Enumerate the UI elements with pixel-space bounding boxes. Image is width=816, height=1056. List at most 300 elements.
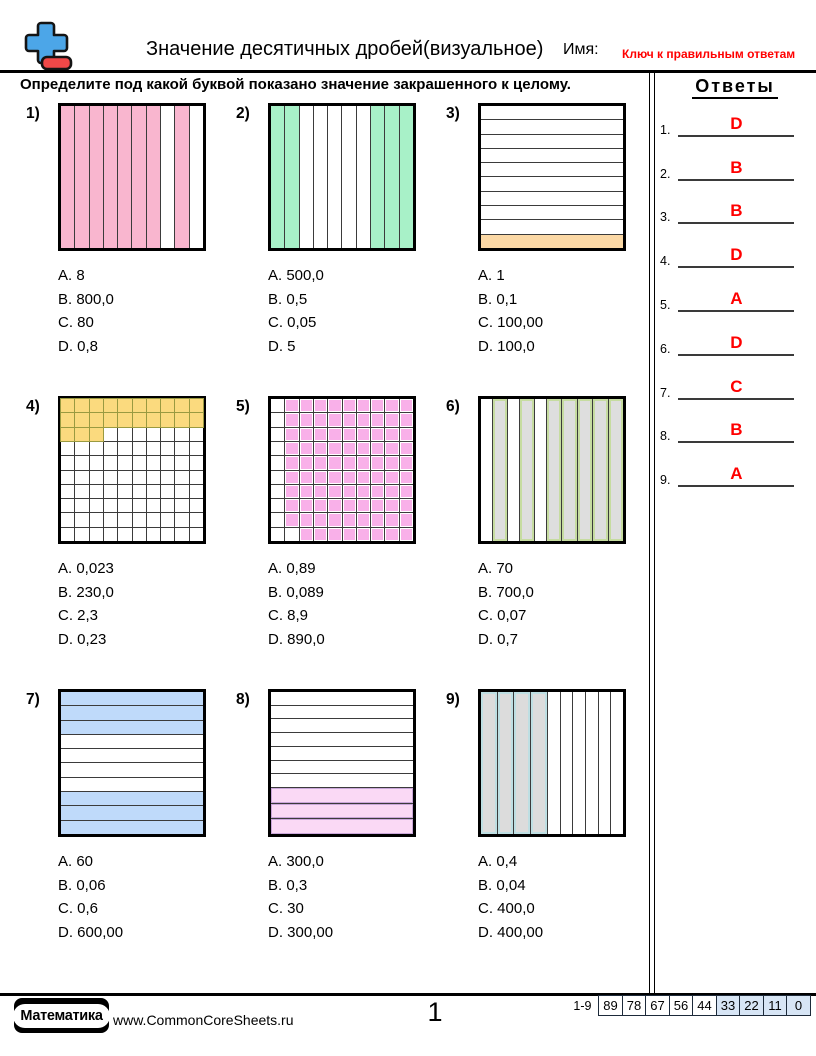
grid-cell-shaded: [400, 485, 413, 498]
grid-cell-shaded: [61, 706, 203, 719]
grid-cell-shaded: [371, 106, 384, 248]
grid-cell: [104, 499, 117, 512]
grid-cell-shaded: [61, 792, 203, 805]
problem-9: [440, 689, 648, 982]
grid-cell-shaded: [314, 471, 327, 484]
grid-cell-shaded: [285, 499, 298, 512]
answer-number: 3.: [660, 210, 671, 225]
score-cell: 44: [692, 995, 717, 1016]
grid-cell: [481, 106, 623, 119]
grid-cell-shaded: [300, 485, 313, 498]
grid-cell-shaded: [498, 692, 514, 834]
grid-cell-shaded: [357, 528, 370, 541]
grid-cell-shaded: [314, 413, 327, 426]
grid-cell: [61, 749, 203, 762]
option-A: A. 1: [478, 267, 505, 284]
grid-cell: [118, 528, 131, 541]
grid-cell: [61, 528, 74, 541]
problem-1: [20, 103, 230, 396]
answer-item-2: [656, 137, 814, 181]
grid-cell: [190, 471, 203, 484]
grid-cell: [271, 692, 413, 705]
grid-cell: [90, 442, 103, 455]
answer-item-1: [656, 93, 814, 137]
grid-cell: [271, 442, 284, 455]
problem-number: 2): [236, 105, 250, 122]
grid-cell-shaded: [300, 499, 313, 512]
grid-cell: [586, 692, 598, 834]
grid-cell-shaded: [175, 399, 188, 412]
grid-cell: [133, 456, 146, 469]
options-list: [58, 267, 230, 361]
grid-cell: [75, 485, 88, 498]
grid-cell-shaded: [371, 442, 384, 455]
fraction-grid: [268, 103, 416, 251]
option-A: A. 0,89: [268, 560, 316, 577]
grid-cell: [271, 719, 413, 732]
grid-cell-shaded: [400, 456, 413, 469]
grid-cell-shaded: [285, 471, 298, 484]
grid-cell: [118, 442, 131, 455]
grid-cell-shaded: [104, 399, 117, 412]
grid-cell-shaded: [343, 499, 356, 512]
grid-cell: [118, 456, 131, 469]
grid-cell: [611, 692, 623, 834]
grid-cell: [357, 106, 370, 248]
name-label: Имя:: [563, 41, 599, 58]
grid-cell: [481, 135, 623, 148]
grid-cell-shaded: [161, 413, 174, 426]
grid-cell: [133, 471, 146, 484]
grid-cell: [175, 528, 188, 541]
answer-letter: A: [678, 465, 794, 487]
grid-cell-shaded: [385, 399, 398, 412]
grid-cell: [190, 428, 203, 441]
answer-letter: D: [678, 246, 794, 268]
grid-cell: [271, 747, 413, 760]
options-list: [268, 560, 440, 654]
grid-cell-shaded: [314, 456, 327, 469]
grid-cell-shaded: [314, 485, 327, 498]
grid-cell: [61, 763, 203, 776]
grid-cell: [271, 774, 413, 787]
option-B: B. 700,0: [478, 583, 534, 601]
grid-cell: [573, 692, 585, 834]
problem-head: [440, 689, 648, 837]
option-B: B. 0,089: [268, 583, 324, 601]
answer-number: 7.: [660, 385, 671, 400]
grid-cell: [75, 499, 88, 512]
grid-cell: [90, 513, 103, 526]
grid-cell-shaded: [357, 456, 370, 469]
grid-cell-shaded: [61, 806, 203, 819]
grid-cell: [175, 471, 188, 484]
grid-cell: [481, 206, 623, 219]
plus-minus-logo-icon: [22, 20, 74, 72]
grid-cell-shaded: [578, 399, 593, 541]
answer-key-label: Ключ к правильным ответам: [622, 47, 796, 61]
grid-cell-shaded: [118, 413, 131, 426]
grid-cell: [481, 163, 623, 176]
grid-cell: [175, 442, 188, 455]
grid-cell: [175, 428, 188, 441]
header-divider: [0, 70, 816, 73]
grid-cell: [271, 471, 284, 484]
grid-cell-shaded: [357, 413, 370, 426]
option-C: C. 100,00: [478, 314, 544, 331]
grid-cell: [147, 528, 160, 541]
grid-cell: [147, 499, 160, 512]
options-list: [268, 267, 440, 361]
grid-cell-shaded: [118, 106, 131, 248]
problem-number: 9): [446, 691, 460, 708]
score-cell: 11: [763, 995, 788, 1016]
grid-cell: [481, 149, 623, 162]
grid-cell-shaded: [371, 499, 384, 512]
grid-cell: [508, 399, 519, 541]
grid-cell-shaded: [385, 413, 398, 426]
option-C: C. 0,6: [58, 900, 99, 917]
grid-cell-shaded: [104, 413, 117, 426]
grid-cell: [175, 485, 188, 498]
grid-cell-shaded: [385, 456, 398, 469]
grid-cell: [599, 692, 611, 834]
grid-cell-shaded: [371, 528, 384, 541]
grid-cell-shaded: [61, 413, 74, 426]
option-D: D. 0,8: [58, 337, 99, 355]
grid-cell: [535, 399, 546, 541]
grid-cell: [118, 499, 131, 512]
option-A: A. 60: [58, 853, 94, 870]
problems-grid: [20, 103, 648, 982]
grid-cell: [271, 456, 284, 469]
grid-cell: [147, 442, 160, 455]
grid-cell: [481, 220, 623, 233]
grid-cell-shaded: [285, 442, 298, 455]
grid-cell-shaded: [385, 428, 398, 441]
score-cell: 33: [716, 995, 741, 1016]
problem-head: [20, 689, 230, 837]
grid-cell-shaded: [562, 399, 577, 541]
grid-cell-shaded: [400, 399, 413, 412]
grid-cell: [190, 106, 203, 248]
grid-cell-shaded: [75, 399, 88, 412]
grid-cell: [190, 442, 203, 455]
grid-cell: [561, 692, 573, 834]
option-A: A. 70: [478, 560, 514, 577]
grid-cell-shaded: [133, 399, 146, 412]
problem-number: 7): [26, 691, 40, 708]
answer-letter: D: [678, 115, 794, 137]
options-list: [58, 853, 230, 947]
grid-cell-shaded: [371, 471, 384, 484]
fraction-grid: [268, 689, 416, 837]
grid-cell: [481, 120, 623, 133]
answer-number: 4.: [660, 254, 671, 269]
grid-cell-shaded: [357, 428, 370, 441]
grid-cell-shaded: [300, 428, 313, 441]
problem-8: [230, 689, 440, 982]
problem-number: 1): [26, 105, 40, 122]
grid-cell: [328, 106, 341, 248]
worksheet-title: Значение десятичных дробей(визуальное): [146, 38, 544, 60]
grid-cell: [161, 106, 174, 248]
answer-item-6: [656, 312, 814, 356]
problem-4: [20, 396, 230, 689]
grid-cell-shaded: [175, 413, 188, 426]
grid-cell-shaded: [147, 413, 160, 426]
problem-head: [230, 396, 440, 544]
grid-cell-shaded: [90, 428, 103, 441]
grid-cell: [133, 528, 146, 541]
grid-cell: [90, 528, 103, 541]
grid-cell-shaded: [285, 485, 298, 498]
option-A: A. 0,4: [478, 853, 518, 870]
grid-cell-shaded: [371, 513, 384, 526]
score-cell: 67: [645, 995, 670, 1016]
grid-cell: [104, 528, 117, 541]
grid-cell-shaded: [75, 106, 88, 248]
grid-cell-shaded: [300, 456, 313, 469]
grid-cell: [161, 456, 174, 469]
grid-cell-shaded: [285, 399, 298, 412]
grid-cell: [548, 692, 560, 834]
answer-letter: A: [678, 290, 794, 312]
grid-cell-shaded: [385, 513, 398, 526]
problem-2: [230, 103, 440, 396]
grid-cell-shaded: [328, 399, 341, 412]
option-D: D. 600,00: [58, 923, 124, 941]
option-A: A. 300,0: [268, 853, 324, 870]
problem-head: [20, 103, 230, 251]
grid-cell: [75, 471, 88, 484]
grid-cell-shaded: [314, 499, 327, 512]
score-cell: 22: [739, 995, 764, 1016]
grid-cell-shaded: [385, 471, 398, 484]
grid-cell-shaded: [481, 692, 497, 834]
fraction-grid: [478, 103, 626, 251]
grid-cell: [161, 442, 174, 455]
grid-cell-shaded: [400, 106, 413, 248]
grid-cell-shaded: [385, 485, 398, 498]
grid-cell-shaded: [531, 692, 547, 834]
grid-cell: [481, 177, 623, 190]
grid-cell: [104, 442, 117, 455]
grid-cell-shaded: [300, 528, 313, 541]
grid-cell-shaded: [343, 413, 356, 426]
option-C: C. 8,9: [268, 607, 309, 624]
grid-cell-shaded: [328, 413, 341, 426]
grid-cell-shaded: [61, 692, 203, 705]
grid-cell-shaded: [400, 471, 413, 484]
grid-cell-shaded: [314, 428, 327, 441]
grid-cell-shaded: [343, 528, 356, 541]
grid-cell: [271, 528, 284, 541]
answer-item-8: [656, 400, 814, 444]
problem-number: 4): [26, 398, 40, 415]
answer-letter: C: [678, 378, 794, 400]
grid-cell-shaded: [328, 485, 341, 498]
grid-cell: [271, 761, 413, 774]
grid-cell-shaded: [300, 513, 313, 526]
grid-cell-shaded: [481, 235, 623, 248]
answer-letter: D: [678, 334, 794, 356]
option-D: D. 400,00: [478, 923, 544, 941]
grid-cell: [481, 192, 623, 205]
grid-cell-shaded: [343, 471, 356, 484]
grid-cell: [271, 513, 284, 526]
grid-cell-shaded: [400, 528, 413, 541]
grid-cell-shaded: [314, 399, 327, 412]
grid-cell: [190, 456, 203, 469]
option-C: C. 2,3: [58, 607, 99, 624]
grid-cell-shaded: [104, 106, 117, 248]
answers-title-text: Ответы: [692, 76, 778, 99]
sidebar-divider: [649, 73, 655, 993]
problem-head: [440, 396, 648, 544]
option-D: D. 300,00: [268, 923, 334, 941]
options-list: [478, 560, 648, 654]
grid-cell-shaded: [371, 456, 384, 469]
grid-cell-shaded: [328, 471, 341, 484]
options-list: [58, 560, 230, 654]
option-A: A. 8: [58, 267, 85, 284]
option-B: B. 0,5: [268, 290, 308, 308]
grid-cell: [104, 485, 117, 498]
answer-item-7: [656, 356, 814, 400]
grid-cell-shaded: [400, 413, 413, 426]
options-list: [478, 267, 648, 361]
grid-cell: [61, 442, 74, 455]
grid-cell: [147, 485, 160, 498]
brand-label: Математика: [13, 1004, 109, 1028]
grid-cell-shaded: [385, 528, 398, 541]
grid-cell-shaded: [300, 399, 313, 412]
grid-cell: [271, 485, 284, 498]
grid-cell: [271, 706, 413, 719]
option-C: C. 400,0: [478, 900, 535, 917]
grid-cell: [161, 485, 174, 498]
answer-number: 5.: [660, 297, 671, 312]
grid-cell: [161, 428, 174, 441]
score-table: [573, 995, 811, 1016]
grid-cell-shaded: [371, 413, 384, 426]
options-list: [268, 853, 440, 947]
grid-cell-shaded: [328, 528, 341, 541]
problem-head: [20, 396, 230, 544]
option-C: C. 0,05: [268, 314, 317, 331]
grid-cell-shaded: [609, 399, 624, 541]
grid-cell-shaded: [357, 499, 370, 512]
grid-cell: [190, 513, 203, 526]
grid-cell-shaded: [343, 442, 356, 455]
grid-cell: [147, 456, 160, 469]
grid-cell: [61, 471, 74, 484]
grid-cell-shaded: [520, 399, 535, 541]
grid-cell-shaded: [493, 399, 508, 541]
grid-cell-shaded: [285, 513, 298, 526]
option-D: D. 0,23: [58, 630, 107, 648]
grid-cell: [61, 513, 74, 526]
grid-cell-shaded: [357, 471, 370, 484]
option-D: D. 100,0: [478, 337, 535, 355]
option-C: C. 80: [58, 314, 94, 331]
grid-cell: [271, 413, 284, 426]
grid-cell: [104, 471, 117, 484]
grid-cell-shaded: [385, 499, 398, 512]
grid-cell-shaded: [90, 106, 103, 248]
grid-cell: [90, 456, 103, 469]
problem-3: [440, 103, 648, 396]
fraction-grid: [268, 396, 416, 544]
answer-number: 9.: [660, 473, 671, 488]
grid-cell: [61, 456, 74, 469]
grid-cell: [161, 499, 174, 512]
problem-number: 6): [446, 398, 460, 415]
grid-cell: [104, 456, 117, 469]
grid-cell: [300, 106, 313, 248]
grid-cell: [147, 471, 160, 484]
grid-cell-shaded: [328, 442, 341, 455]
grid-cell-shaded: [190, 399, 203, 412]
problem-number: 8): [236, 691, 250, 708]
grid-cell-shaded: [328, 499, 341, 512]
grid-cell-shaded: [118, 399, 131, 412]
page-number: 1: [427, 997, 443, 1027]
grid-cell-shaded: [357, 513, 370, 526]
grid-cell-shaded: [400, 499, 413, 512]
grid-cell: [190, 528, 203, 541]
grid-cell: [271, 733, 413, 746]
grid-cell: [161, 513, 174, 526]
grid-cell-shaded: [343, 428, 356, 441]
option-C: C. 0,07: [478, 607, 527, 624]
problem-number: 3): [446, 105, 460, 122]
grid-cell-shaded: [400, 513, 413, 526]
grid-cell: [133, 499, 146, 512]
grid-cell: [147, 513, 160, 526]
grid-cell-shaded: [300, 471, 313, 484]
grid-cell-shaded: [133, 413, 146, 426]
grid-cell-shaded: [547, 399, 562, 541]
grid-cell-shaded: [175, 106, 188, 248]
option-A: A. 500,0: [268, 267, 324, 284]
grid-cell: [190, 499, 203, 512]
option-C: C. 30: [268, 900, 304, 917]
grid-cell: [285, 528, 298, 541]
grid-cell-shaded: [357, 399, 370, 412]
fraction-grid: [478, 689, 626, 837]
grid-cell: [271, 499, 284, 512]
option-B: B. 0,1: [478, 290, 518, 308]
answer-number: 2.: [660, 166, 671, 181]
grid-cell-shaded: [147, 106, 160, 248]
grid-cell-shaded: [75, 413, 88, 426]
grid-cell-shaded: [400, 428, 413, 441]
grid-cell-shaded: [343, 399, 356, 412]
grid-cell-shaded: [190, 413, 203, 426]
grid-cell-shaded: [285, 106, 298, 248]
grid-cell: [190, 485, 203, 498]
problem-5: [230, 396, 440, 689]
grid-cell-shaded: [385, 442, 398, 455]
grid-cell: [271, 428, 284, 441]
grid-cell-shaded: [271, 804, 413, 819]
answer-item-9: [656, 443, 814, 487]
grid-cell: [161, 528, 174, 541]
option-D: D. 5: [268, 337, 296, 355]
grid-cell: [75, 528, 88, 541]
